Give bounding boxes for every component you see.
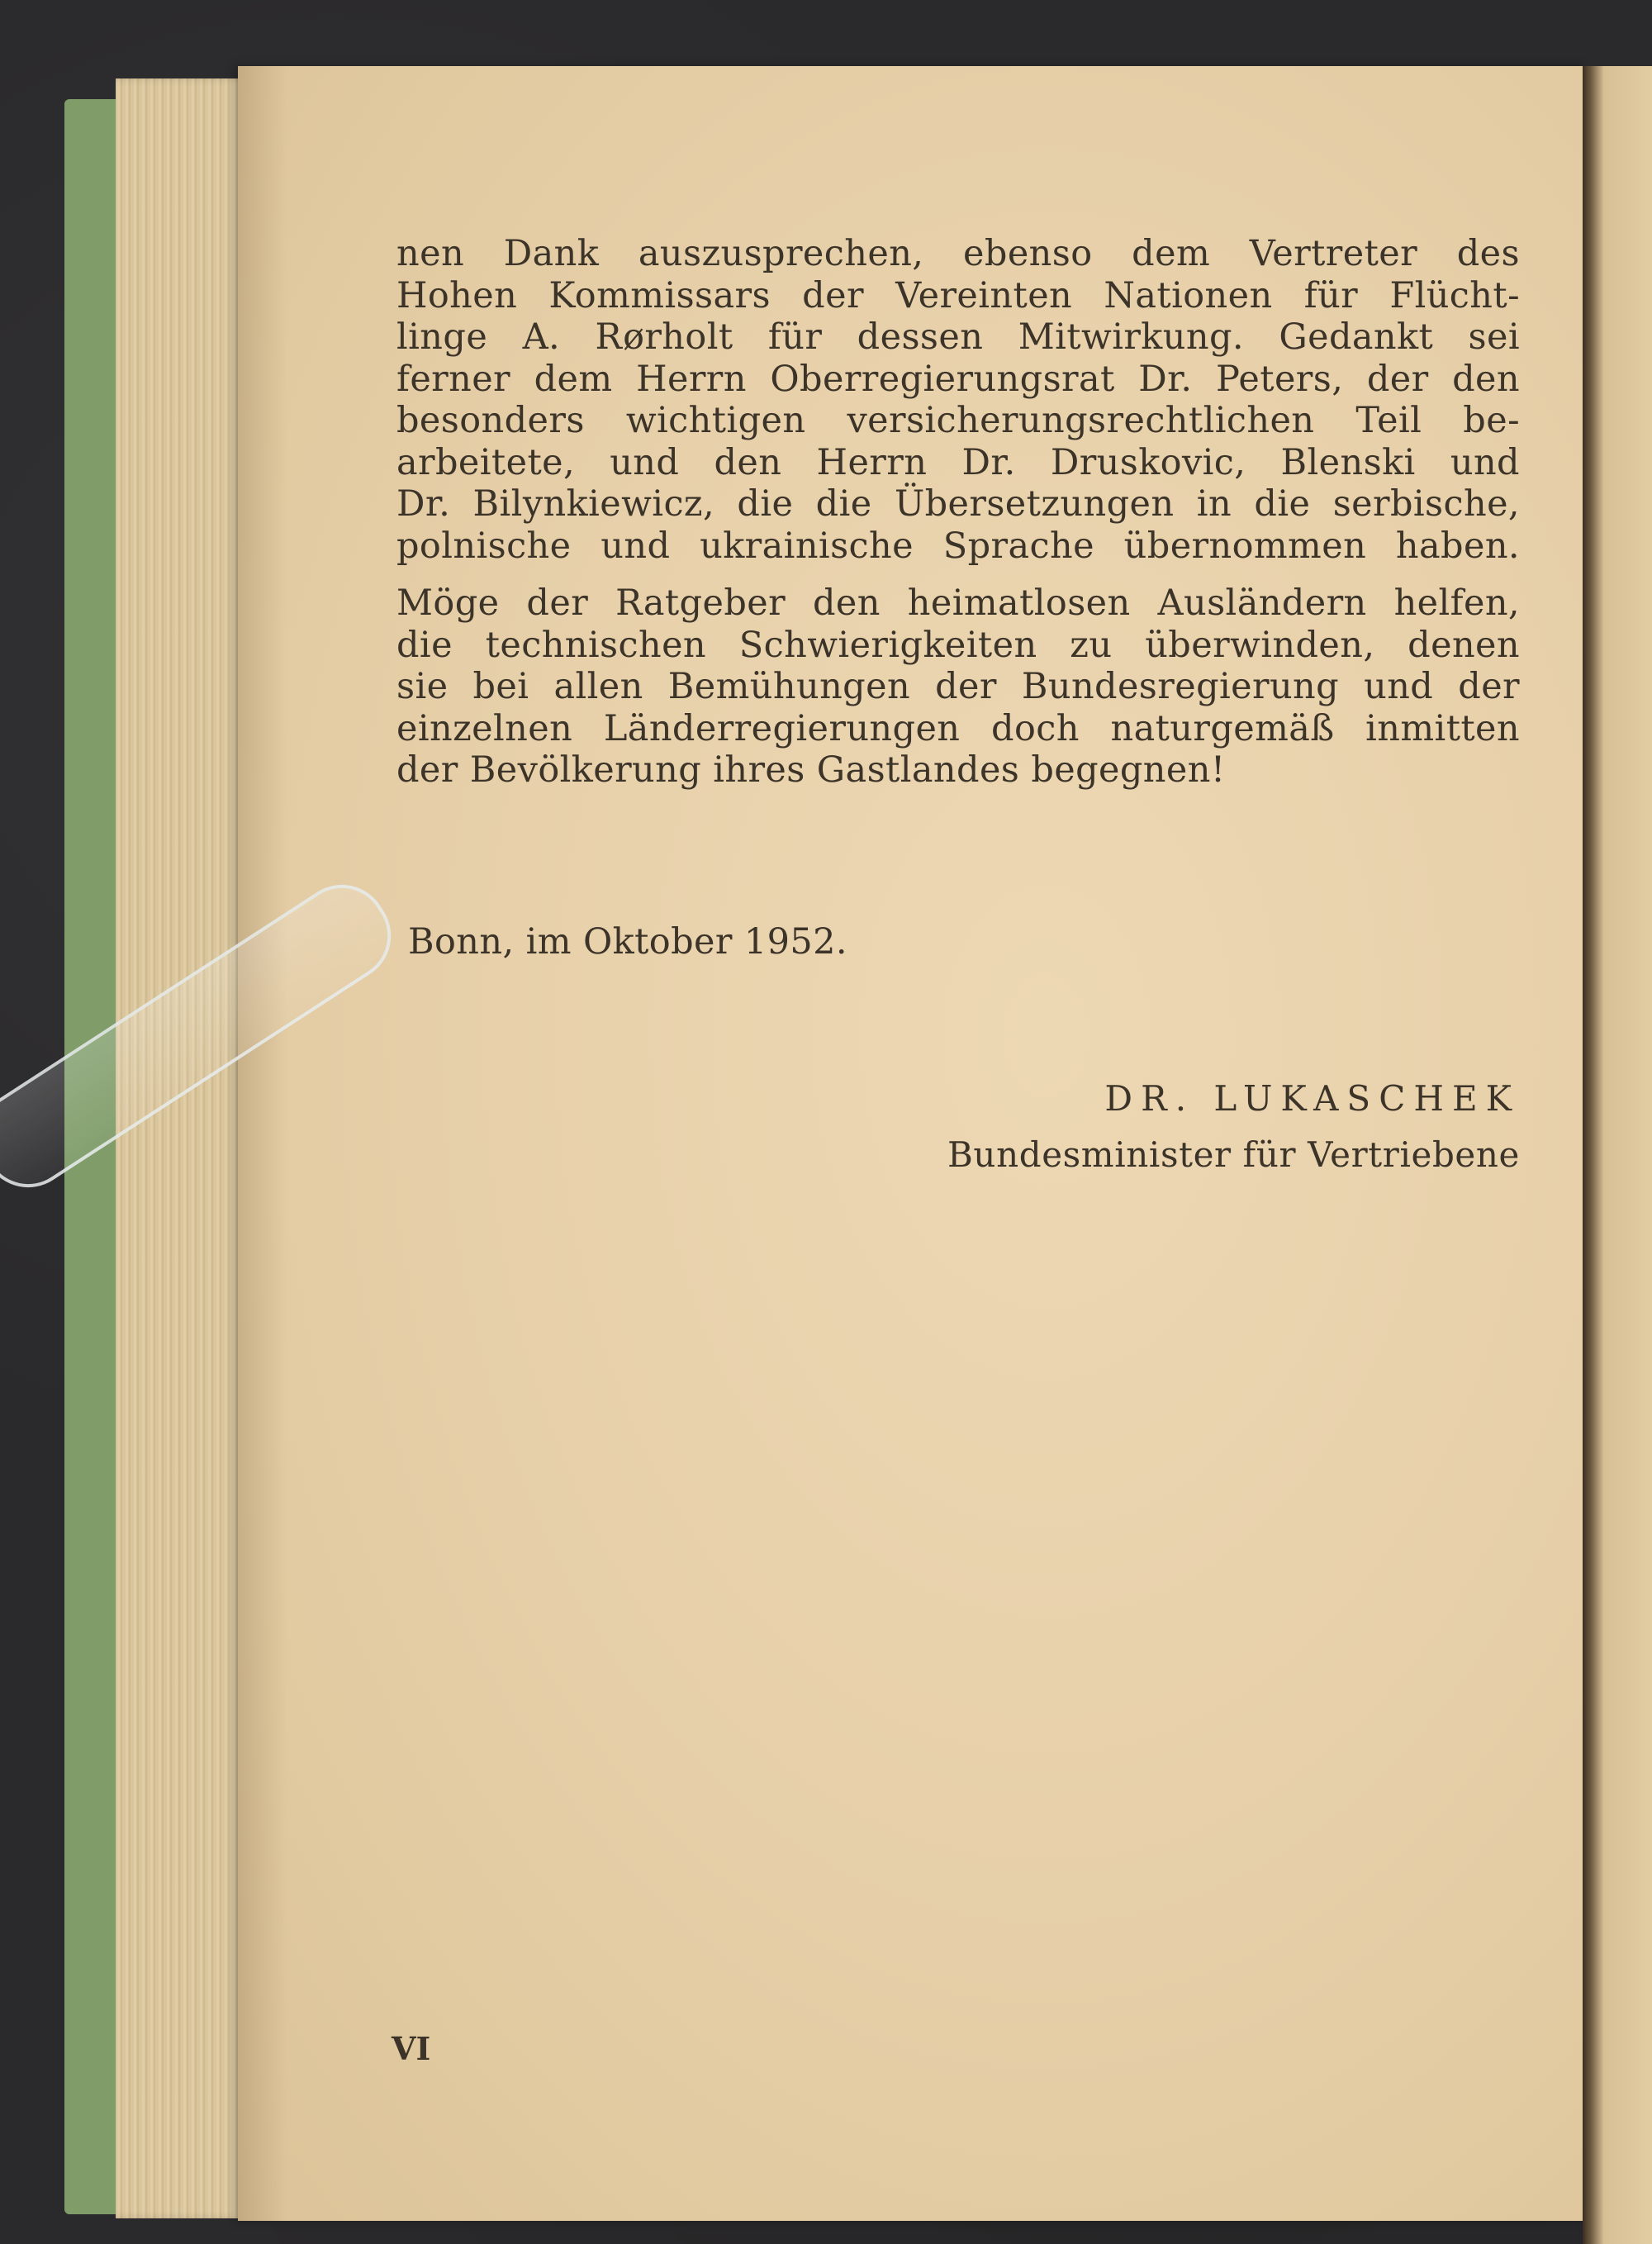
text-line: polnische und ukrainische Sprache übernommen haben. (396, 525, 1520, 567)
page-gutter-shadow (238, 66, 287, 2221)
text-line-last: der Bevölkerung ihres Gastlandes begegnen! (396, 749, 1226, 791)
page-stack-edge (116, 78, 248, 2218)
text-line: besonders wichtigen versicherungsrechtlichen Teil be- (396, 400, 1520, 441)
text-line: Hohen Kommissars der Vereinten Nationen für Flücht- (396, 274, 1520, 316)
text-line: Möge der Ratgeber den heimatlosen Ausländern helfen, (396, 582, 1520, 624)
text-line: ferner dem Herrn Oberregierungsrat Dr. Peters, der den (396, 358, 1520, 400)
text-line: einzelnen Länderregierungen doch naturgemäß inmitten (396, 707, 1520, 749)
facing-page-edge (1583, 66, 1652, 2244)
signature-block (925, 1074, 1520, 1178)
text-line: sie bei allen Bemühungen der Bundesregierung und der (396, 666, 1520, 707)
signature-title: Bundesminister für Vertriebene (947, 1134, 1520, 1175)
text-line: die technischen Schwierigkeiten zu überwinden, denen (396, 624, 1520, 666)
paragraph-gap (396, 567, 1520, 582)
text-line: nen Dank auszusprechen, ebenso dem Vertreter des (396, 233, 1520, 274)
page-number: VI (392, 2030, 431, 2067)
body-text (396, 233, 1520, 792)
paragraph-2 (396, 582, 1520, 792)
paragraph-1 (396, 233, 1520, 567)
text-line: arbeitete, und den Herrn Dr. Druskovic, Blenski und (396, 441, 1520, 483)
text-line: linge A. Rørholt für dessen Mitwirkung. Gedankt sei (396, 316, 1520, 358)
text-line: Dr. Bilynkiewicz, die die Übersetzungen in die serbische, (396, 483, 1520, 525)
signature-name: DR. LUKASCHEK (1104, 1078, 1520, 1119)
place-date: Bonn, im Oktober 1952. (408, 921, 847, 963)
